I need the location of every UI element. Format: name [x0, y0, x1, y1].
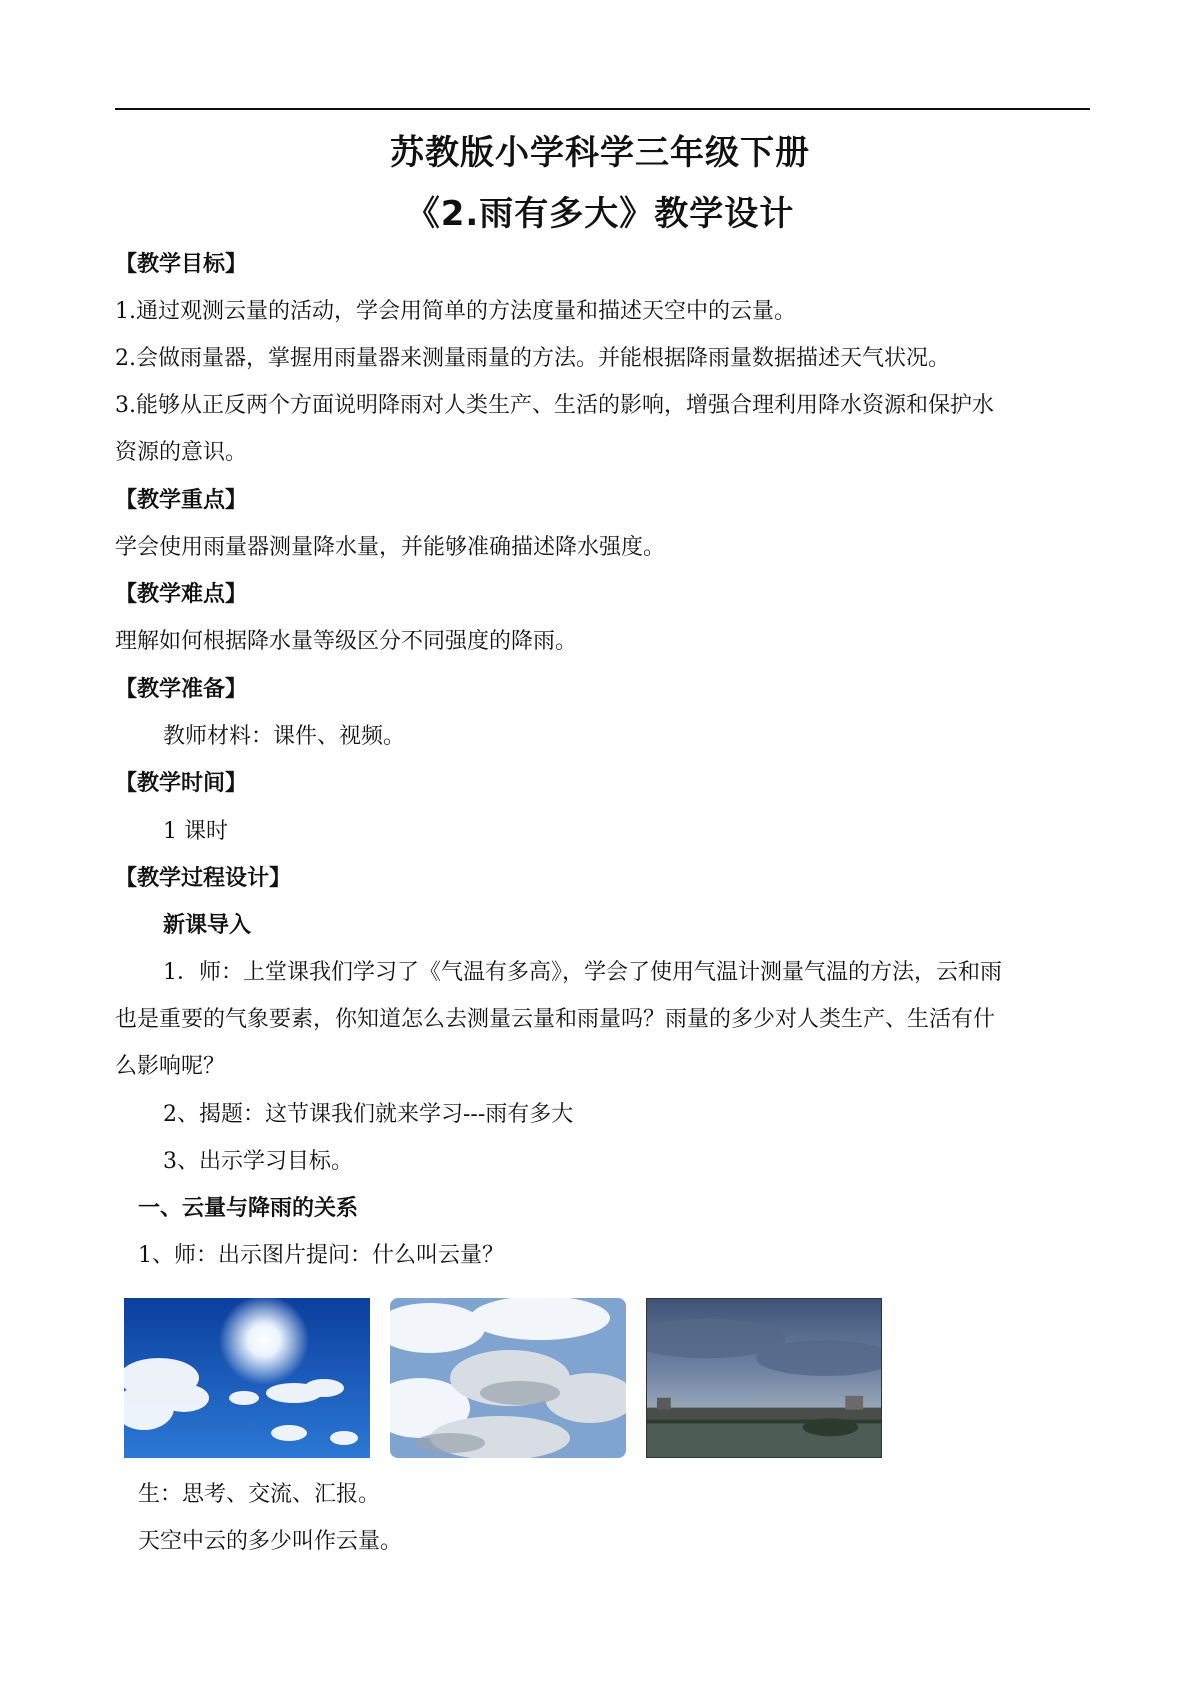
- key-points-heading: 【教学重点】: [115, 488, 248, 513]
- key-points-text: 学会使用雨量器测量降水量，并能够准确描述降水强度。: [115, 535, 666, 560]
- intro-2: 2、揭题：这节课我们就来学习---雨有多大: [163, 1102, 574, 1127]
- time-text: 1 课时: [163, 819, 228, 844]
- goals-heading: 【教学目标】: [115, 252, 248, 277]
- doc-title-line1: 苏教版小学科学三年级下册: [390, 133, 810, 173]
- part1-heading: 一、云量与降雨的关系: [138, 1196, 359, 1221]
- sunny-sky-photo: [124, 1298, 370, 1458]
- process-heading: 【教学过程设计】: [115, 866, 292, 891]
- student-response: 生：思考、交流、汇报。: [138, 1482, 381, 1507]
- doc-title-line2: 《2.雨有多大》教学设计: [405, 194, 795, 234]
- goal-2: 2.会做雨量器，掌握用雨量器来测量雨量的方法。并能根据降雨量数据描述天气状况。: [115, 346, 950, 371]
- preparation-text: 教师材料：课件、视频。: [163, 724, 406, 749]
- preparation-heading: 【教学准备】: [115, 677, 248, 702]
- part1-question: 1、师：出示图片提问：什么叫云量？: [138, 1243, 504, 1268]
- intro-1-line2: 也是重要的气象要素，你知道怎么去测量云量和雨量吗？雨量的多少对人类生产、生活有什: [115, 1007, 996, 1032]
- cloud-definition: 天空中云的多少叫作云量。: [138, 1529, 403, 1554]
- goal-3-line2: 资源的意识。: [115, 440, 248, 465]
- intro-heading: 新课导入: [163, 913, 252, 938]
- intro-1-line3: 么影响呢？: [115, 1054, 226, 1079]
- time-heading: 【教学时间】: [115, 771, 248, 796]
- goal-1: 1.通过观测云量的活动，学会用简单的方法度量和描述天空中的云量。: [115, 299, 796, 324]
- goal-3-line1: 3.能够从正反两个方面说明降雨对人类生产、生活的影响，增强合理利用降水资源和保护水: [115, 393, 994, 418]
- intro-3: 3、出示学习目标。: [163, 1149, 353, 1174]
- cloudy-sky-photo: [390, 1298, 626, 1458]
- overcast-sky-photo: [646, 1298, 882, 1458]
- header-rule: [115, 108, 1090, 110]
- difficult-points-text: 理解如何根据降水量等级区分不同强度的降雨。: [115, 629, 578, 654]
- difficult-points-heading: 【教学难点】: [115, 582, 248, 607]
- intro-1-line1: 1．师：上堂课我们学习了《气温有多高》，学会了使用气温计测量气温的方法，云和雨: [163, 960, 1002, 985]
